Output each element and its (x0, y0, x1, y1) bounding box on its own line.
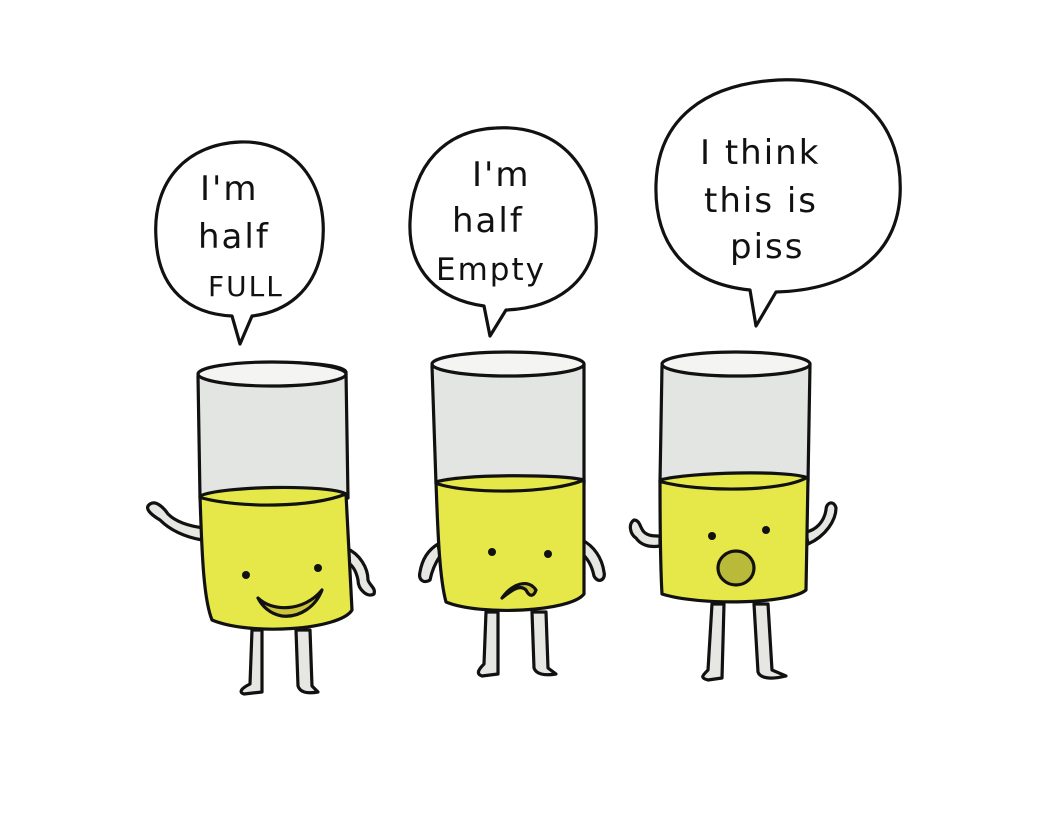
left-arm (148, 503, 204, 540)
speech-line-3: piss (730, 227, 805, 267)
right-arm (806, 503, 836, 544)
left-leg (703, 604, 724, 680)
left-arm (630, 520, 660, 547)
speech-line-2: this is (704, 181, 819, 221)
speech-line-3: Empty (436, 252, 546, 288)
left-eye (708, 532, 716, 540)
glass-rim (432, 352, 584, 376)
left-leg (478, 612, 498, 676)
right-eye (544, 550, 552, 558)
right-leg (532, 612, 556, 675)
left-eye (242, 571, 250, 579)
left-arm (420, 544, 440, 582)
character-half-empty (410, 128, 604, 676)
character-piss (630, 80, 900, 680)
right-leg (754, 604, 786, 678)
right-leg (296, 630, 318, 693)
speech-line-2: half (198, 217, 270, 257)
glass-rim (662, 352, 810, 376)
glass-rim (198, 362, 346, 386)
speech-line-2: half (452, 201, 524, 241)
speech-line-1: I think (700, 133, 821, 173)
character-half-full (148, 142, 375, 694)
right-eye (762, 526, 770, 534)
open-mouth (718, 551, 754, 585)
left-leg (241, 630, 262, 694)
left-eye (488, 548, 496, 556)
speech-line-1: I'm (200, 169, 259, 209)
speech-line-3: FULL (208, 270, 284, 303)
right-eye (314, 564, 322, 572)
speech-line-1: I'm (472, 155, 531, 195)
